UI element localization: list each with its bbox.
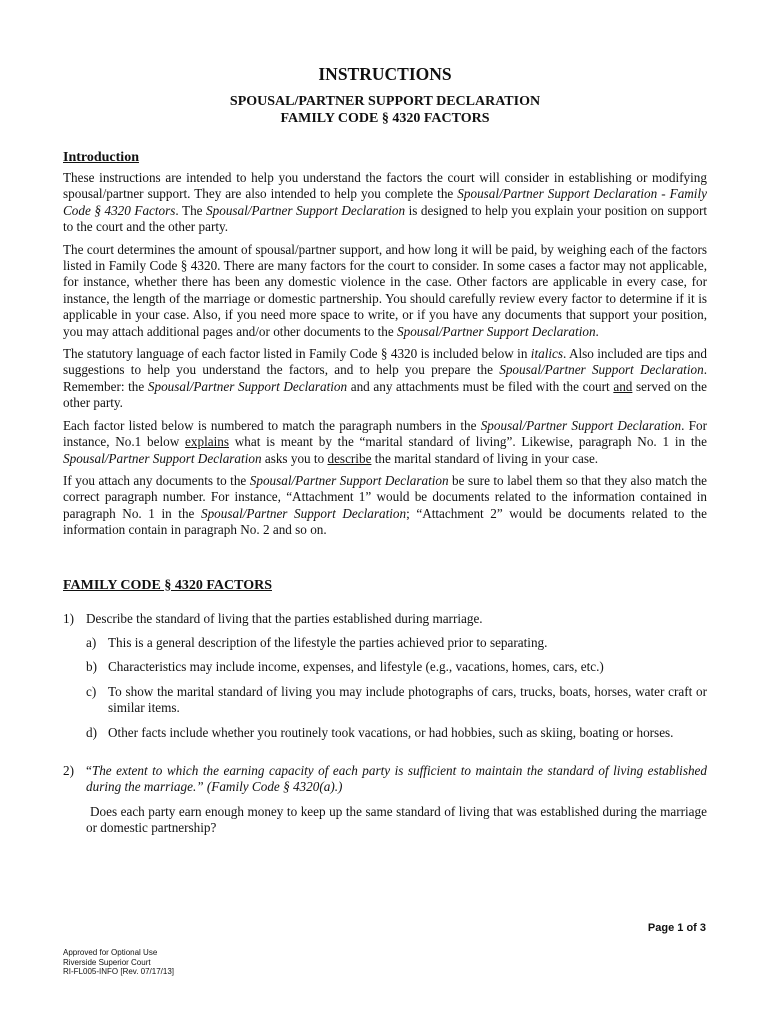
factor-number: 2): [63, 762, 74, 778]
introduction-heading: Introduction: [63, 150, 139, 165]
factor-statute-quote: “The extent to which the earning capacity of each party is sufficient to maintain the standard of living established during the marriage.” (Family Code § 4320(a).): [86, 762, 707, 795]
factors-heading: FAMILY CODE § 4320 FACTORS: [63, 577, 272, 593]
subtitle-declaration: SPOUSAL/PARTNER SUPPORT DECLARATION: [229, 94, 541, 109]
factor-subitem: b) Characteristics may include income, expenses, and lifestyle (e.g., vacations, homes, cars, etc.): [86, 659, 604, 675]
factor-item-2: [63, 763, 707, 796]
subtitle-family-code: FAMILY CODE § 4320 FACTORS: [280, 111, 490, 126]
footer-form-id: RI-FL005-INFO [Rev. 07/17/13]: [63, 967, 175, 976]
intro-paragraph-4: Each factor listed below is numbered to match the paragraph numbers in the Spousal/Partner Support Declaration. For instance, No.1 below explains what is meant by the “marital standard of living”. Likewise, paragraph No. 1 in the Spousal/Partner Support Declaration asks you to describe the marital standard of living in your case.: [63, 417, 707, 466]
document-header: [63, 64, 707, 127]
form-footer: [63, 948, 174, 977]
footer-approval: Approved for Optional Use: [63, 948, 158, 957]
intro-paragraph-3: The statutory language of each factor listed in Family Code § 4320 is included below in italics. Also included are tips and suggestions to help you understand the factors, and to help you prepare the Spousal/Partner Support Declaration. Remember: the Spousal/Partner Support Declaration and any attachments must be filed with the court and served on the other party.: [63, 346, 707, 411]
footer-court: Riverside Superior Court: [63, 957, 151, 967]
page-number: Page 1 of 3: [647, 922, 706, 934]
page-title: INSTRUCTIONS: [318, 64, 452, 84]
factor-subitem: d) Other facts include whether you routinely took vacations, or had hobbies, such as skiing, boating or horses.: [86, 724, 674, 740]
factor-question: Does each party earn enough money to keep up the same standard of living that was established during the marriage or domestic partnership?: [86, 803, 707, 836]
intro-paragraph-2: The court determines the amount of spousal/partner support, and how long it will be paid, by weighing each of the factors listed in Family Code § 4320. There are many factors for the court to consider. In some cases a factor may not applicable, for instance, whether there has been any domestic violence in the case. Other factors are applicable in every case, for instance, the length of the marriage or domestic partnership. You should carefully review every factor to determine if it is applicable in your case. Also, if you need more space to write, or if you have any documents that support your position, you may attach additional pages and/or other documents to the Spousal/Partner Support Declaration.: [63, 241, 707, 339]
intro-paragraph-5: If you attach any documents to the Spousal/Partner Support Declaration be sure to label them so that they also match the correct paragraph number. For instance, “Attachment 1” would be documents related to the information contained in paragraph No. 1 in the Spousal/Partner Support Declaration; “Attachment 2” would be documents related to the information contain in paragraph No. 2 and so on.: [63, 472, 708, 538]
factor-number: 1): [63, 610, 74, 626]
factor-text: Describe the standard of living that the parties established during marriage.: [86, 610, 483, 626]
factor-subitem: a) This is a general description of the lifestyle the parties achieved prior to separating.: [86, 634, 548, 650]
factor-item-1: [63, 611, 707, 627]
intro-paragraph-1: These instructions are intended to help you understand the factors the court will consider in establishing or modifying spousal/partner support. They are also intended to help you complete the Spousal/Partner Support Declaration - Family Code § 4320 Factors. The Spousal/Partner Support Declaration is designed to help you explain your position on support to the court and the other party.: [63, 170, 708, 235]
factor-subitem: c) To show the marital standard of living you may include photographs of cars, trucks, boats, horses, water craft or similar items.: [86, 683, 707, 716]
